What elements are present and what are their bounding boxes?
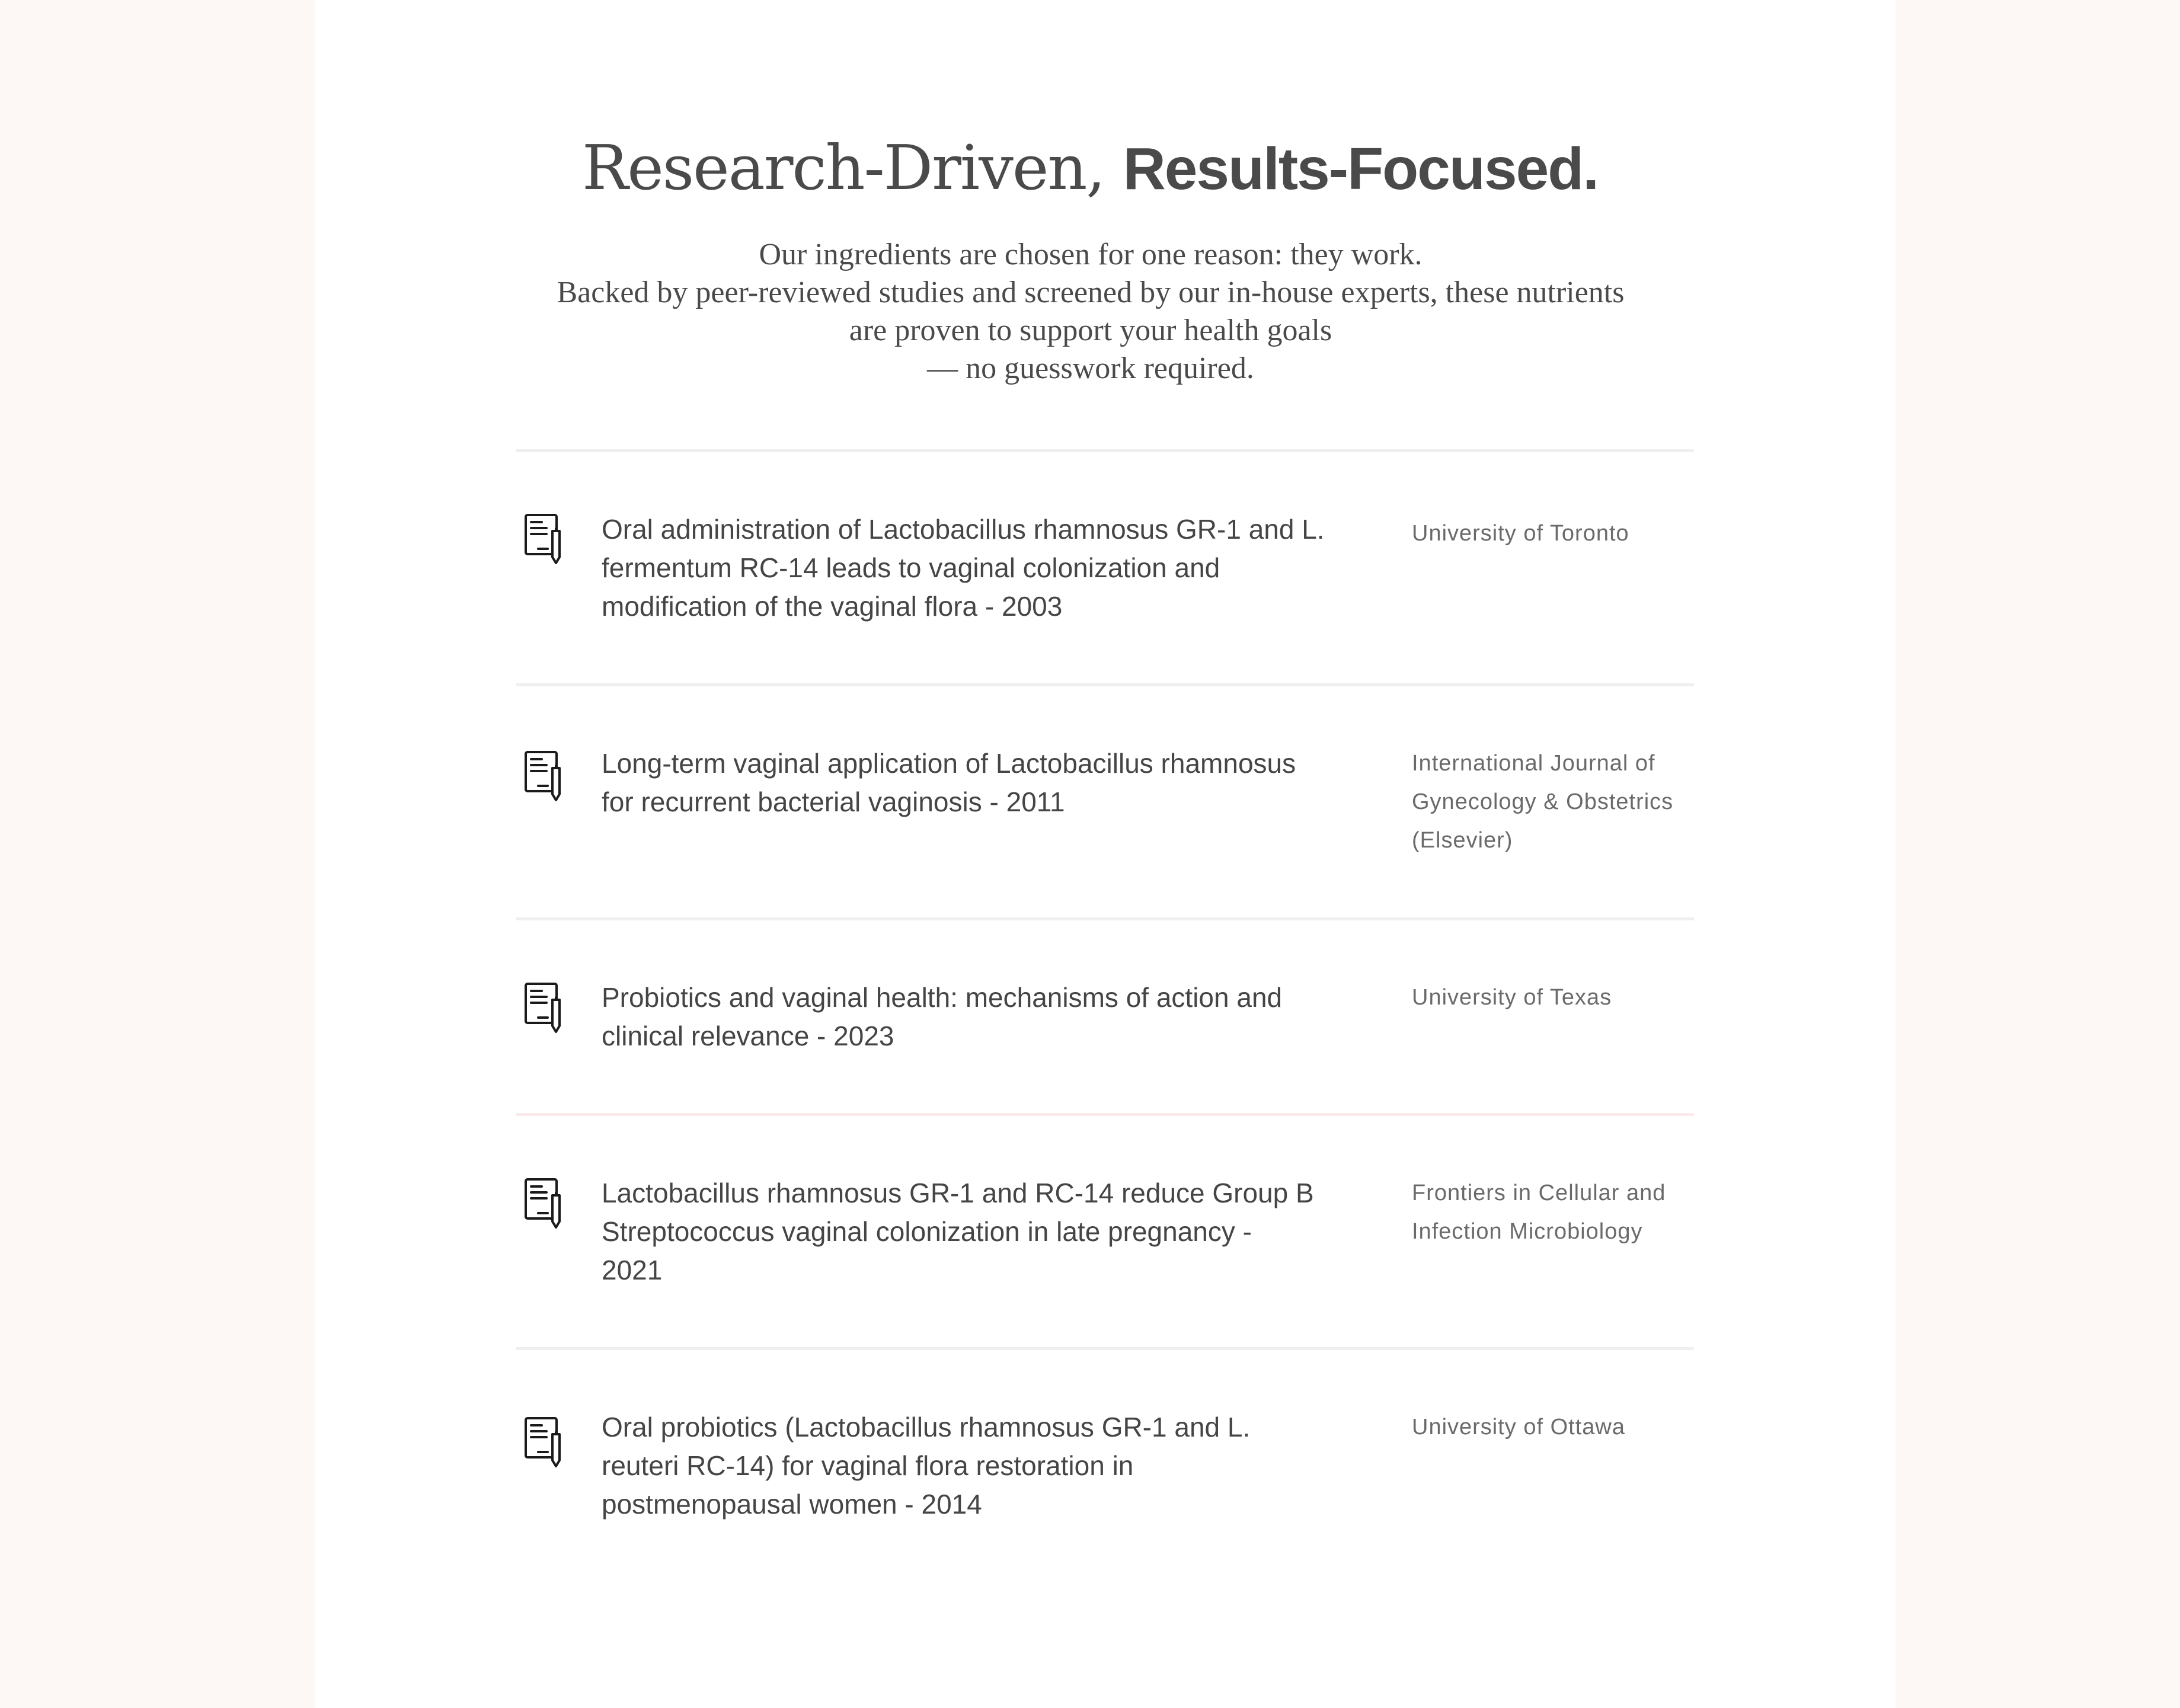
divider bbox=[516, 1347, 1694, 1350]
section-heading bbox=[0, 132, 2180, 204]
study-title-line: fermentum RC-14 leads to vaginal colonization and bbox=[602, 552, 1220, 583]
study-title-line: postmenopausal women - 2014 bbox=[602, 1489, 982, 1520]
study-source-line: University of Toronto bbox=[1412, 521, 1629, 546]
heading-light-text: Research-Driven, bbox=[581, 132, 1123, 204]
document-pen-icon bbox=[524, 750, 562, 801]
study-title-line: Probiotics and vaginal health: mechanisms of action and bbox=[602, 982, 1283, 1013]
document-pen-icon bbox=[524, 982, 562, 1033]
study-title[interactable] bbox=[602, 744, 1372, 821]
subtitle-line: Backed by peer-reviewed studies and screened by our in-house experts, these nutrients bbox=[557, 276, 1625, 309]
study-title-line: Long-term vaginal application of Lactobacillus rhamnosus bbox=[602, 748, 1296, 779]
section-subtitle bbox=[498, 236, 1683, 388]
divider bbox=[516, 1113, 1694, 1116]
subtitle-line: — no guesswork required. bbox=[927, 351, 1254, 385]
study-source-line: University of Ottawa bbox=[1412, 1415, 1625, 1440]
study-source-line: Frontiers in Cellular and bbox=[1412, 1181, 1666, 1205]
study-title[interactable] bbox=[602, 1408, 1372, 1524]
document-pen-icon bbox=[524, 513, 562, 564]
study-source-line: (Elsevier) bbox=[1412, 828, 1513, 853]
divider bbox=[516, 449, 1694, 452]
study-source bbox=[1412, 514, 1702, 553]
document-pen-icon bbox=[524, 1178, 562, 1229]
study-title-line: reuteri RC-14) for vaginal flora restoration in bbox=[602, 1450, 1134, 1481]
study-title-line: clinical relevance - 2023 bbox=[602, 1021, 894, 1051]
study-title-line: Oral probiotics (Lactobacillus rhamnosus GR-1 and L. bbox=[602, 1412, 1251, 1442]
study-title-line: 2021 bbox=[602, 1255, 663, 1285]
document-pen-icon bbox=[524, 1416, 562, 1467]
study-source bbox=[1412, 1174, 1702, 1251]
study-title[interactable] bbox=[602, 1174, 1372, 1290]
study-title-line: for recurrent bacterial vaginosis - 2011 bbox=[602, 786, 1065, 817]
subtitle-line: are proven to support your health goals bbox=[849, 314, 1332, 347]
study-source bbox=[1412, 744, 1702, 860]
study-source bbox=[1412, 978, 1702, 1017]
divider bbox=[516, 683, 1694, 686]
divider bbox=[516, 917, 1694, 920]
study-title[interactable] bbox=[602, 510, 1372, 626]
study-source-line: International Journal of bbox=[1412, 751, 1655, 776]
study-source bbox=[1412, 1408, 1702, 1447]
study-title-line: Oral administration of Lactobacillus rhamnosus GR-1 and L. bbox=[602, 514, 1325, 545]
study-source-line: Infection Microbiology bbox=[1412, 1219, 1643, 1244]
study-title-line: modification of the vaginal flora - 2003 bbox=[602, 591, 1063, 622]
study-title-line: Streptococcus vaginal colonization in late pregnancy - bbox=[602, 1216, 1252, 1247]
study-title[interactable] bbox=[602, 978, 1372, 1055]
heading-bold-text: Results-Focused. bbox=[1123, 136, 1599, 202]
study-title-line: Lactobacillus rhamnosus GR-1 and RC-14 reduce Group B bbox=[602, 1178, 1314, 1208]
subtitle-line: Our ingredients are chosen for one reason: they work. bbox=[759, 238, 1423, 271]
study-source-line: University of Texas bbox=[1412, 985, 1612, 1010]
study-source-line: Gynecology & Obstetrics bbox=[1412, 789, 1674, 814]
